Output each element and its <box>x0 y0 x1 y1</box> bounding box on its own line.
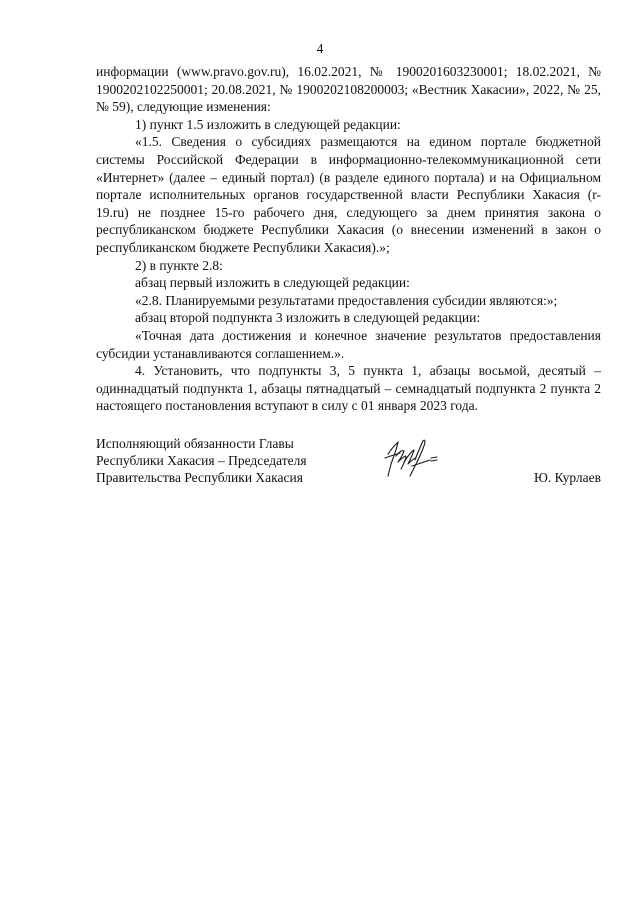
paragraph-item-4: 4. Установить, что подпункты 3, 5 пункта 1, абзацы восьмой, десятый – одиннадцатый подпункта 1, абзацы пятнадцатый – семнадцатый подпункта 2 пункта 2 настоящего постановления вступают в силу с 01 января 2023 года. <box>96 363 601 414</box>
handwritten-signature <box>382 434 442 482</box>
paragraph-item-1: 1) пункт 1.5 изложить в следующей редакции: <box>135 116 401 132</box>
paragraph-first-abzac: абзац первый изложить в следующей редакции: <box>135 275 410 291</box>
signatory-name: Ю. Курлаев <box>533 470 601 485</box>
page-number: 4 <box>316 41 324 56</box>
paragraph-quote-1-5: «1.5. Сведения о субсидиях размещаются на едином портале бюджетной системы Российской Федерации в информационно-телекоммуникационной сети «Интернет» (далее – единый портал) (в разделе единого портала) и на Официальном портале исполнительных органов государственной власти Республики Хакасия (r-19.ru) не позднее 15-го рабочего дня, следующего за днем принятия закона о республиканском бюджете Республики Хакасия (о внесении изменений в закон о республиканском бюджете Республики Хакасия).»; <box>96 134 601 255</box>
paragraph-second-abzac: абзац второй подпункта 3 изложить в следующей редакции: <box>135 310 481 326</box>
signatory-title <box>96 436 356 486</box>
signatory-title-line: Исполняющий обязанности Главы <box>96 436 294 451</box>
paragraph-item-2: 2) в пункте 2.8: <box>135 257 223 273</box>
document-body <box>96 63 601 415</box>
paragraph-quote-date: «Точная дата достижения и конечное значение результатов предоставления субсидии устанавливаются соглашением.». <box>96 327 601 361</box>
paragraph-continuation: информации (www.pravo.gov.ru), 16.02.2021, № 1900201603230001; 18.02.2021, № 1900202102250001; 20.08.2021, № 1900202108200003; «Вестник Хакасии», 2022, № 25, № 59), следующие изменения: <box>96 64 601 115</box>
signatory-title-line: Республики Хакасия – Председателя <box>96 452 307 468</box>
signatory-title-line: Правительства Республики Хакасия <box>96 469 303 485</box>
paragraph-quote-2-8: «2.8. Планируемыми результатами предоставления субсидии являются:»; <box>135 292 558 308</box>
signature-block <box>96 436 601 496</box>
